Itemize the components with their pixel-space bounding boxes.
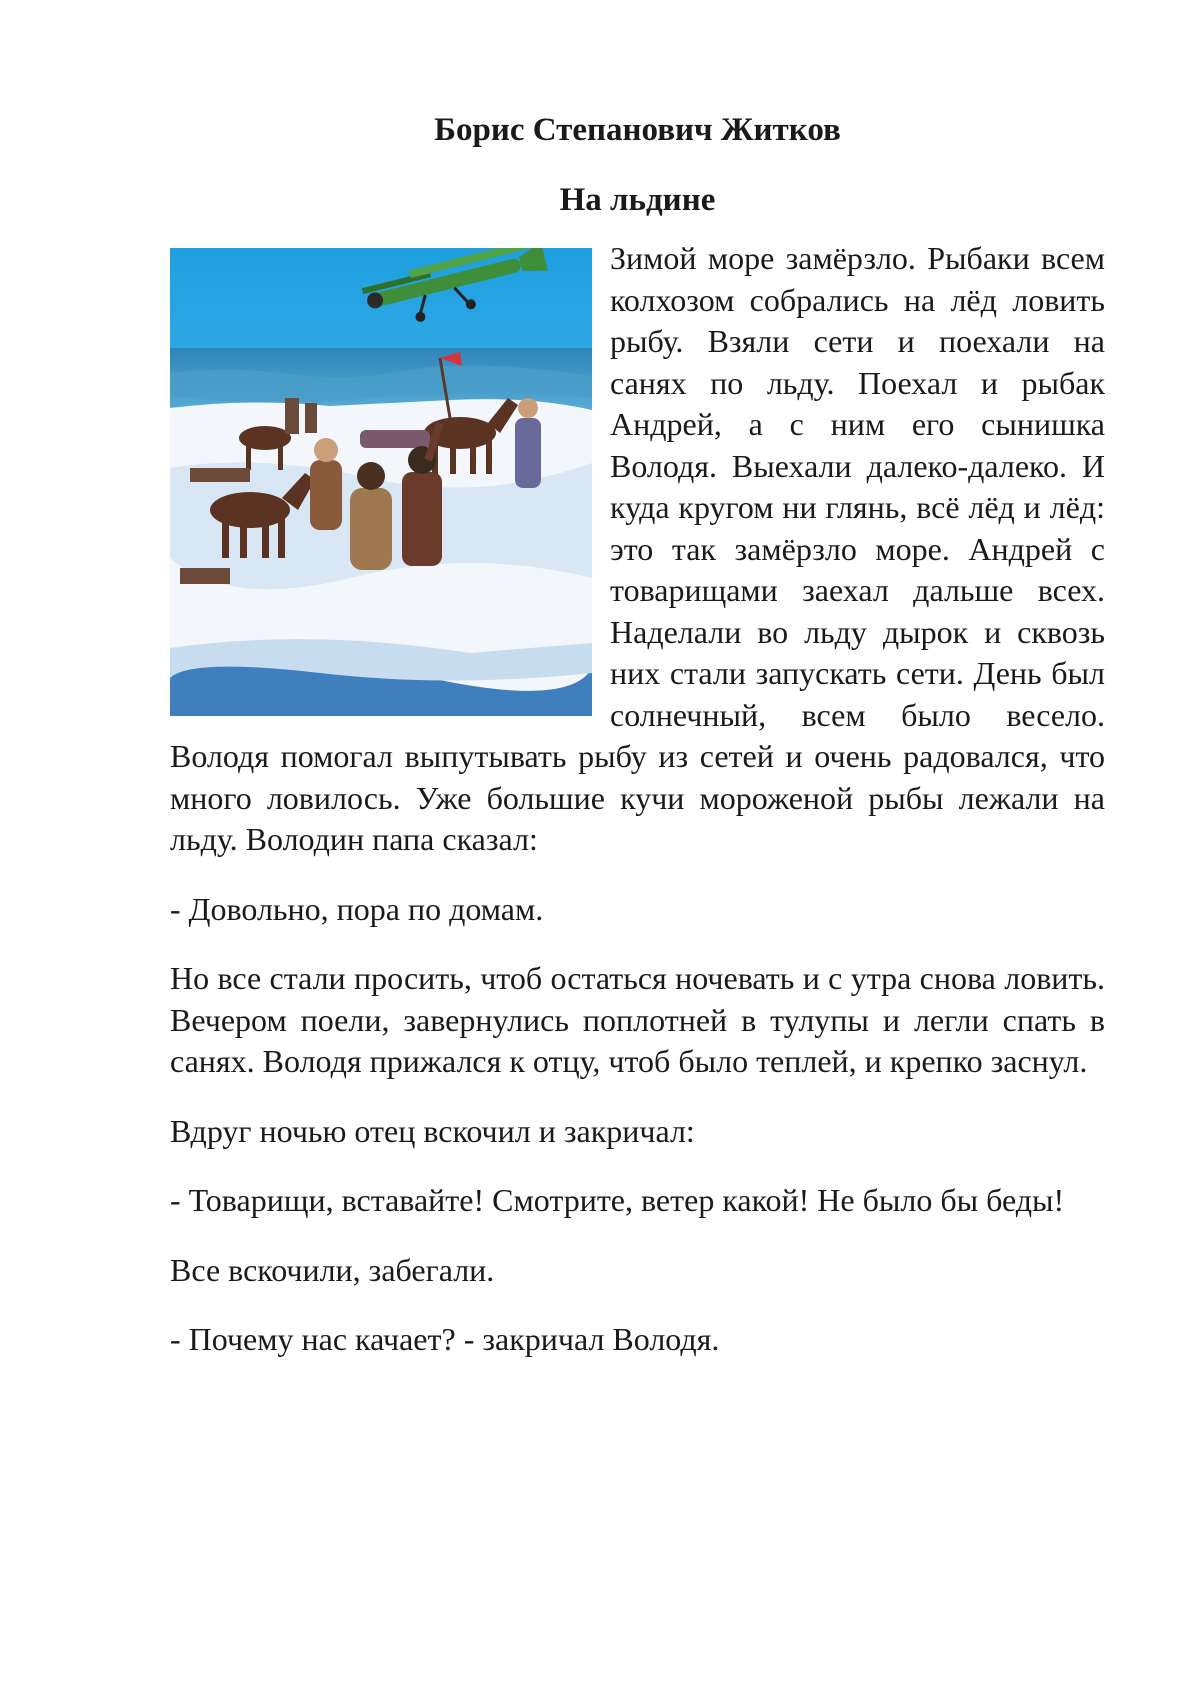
story-title: На льдине	[559, 182, 716, 218]
winter-fishing-illustration	[170, 248, 592, 716]
paragraph-1: Зимой море замёрзло. Рыбаки всем колхозом собрались на лёд ловить рыбу. Взяли сети и поехали на санях по льду. Поехал и рыбак Андрей, а с ним его сынишка Володя. Выехали далеко-далеко. И куда кругом ни глянь, всё лёд и лёд: это так замёрзло море. Андрей с товарищами заехал дальше всех. Наделали во льду дырок и сквозь них стали запускать сети. День был солнечный, всем было весело. Володя помогал выпутывать рыбу из сетей и очень радовался, что много ловилось. Уже большие кучи мороженой рыбы лежали на льду. Володин папа сказал:	[170, 240, 1105, 857]
author-heading: Борис Степанович Житков	[434, 112, 841, 148]
paragraph-4: Вдруг ночью отец вскочил и закричал:	[170, 1112, 695, 1149]
paragraph-3: Но все стали просить, чтоб остаться ночевать и с утра снова ловить. Вечером поели, завернулись поплотней в тулупы и легли спать в санях. Володя прижался к отцу, чтоб было теплей, и крепко заснул.	[170, 960, 1105, 1079]
paragraph-7: - Почему нас качает? - закричал Володя.	[170, 1321, 720, 1357]
document-page	[170, 108, 1105, 1389]
paragraph-5: - Товарищи, вставайте! Смотрите, ветер какой! Не было бы беды!	[170, 1182, 1065, 1218]
paragraph-2: - Довольно, пора по домам.	[170, 890, 544, 927]
paragraph-6: Все вскочили, забегали.	[170, 1251, 495, 1288]
